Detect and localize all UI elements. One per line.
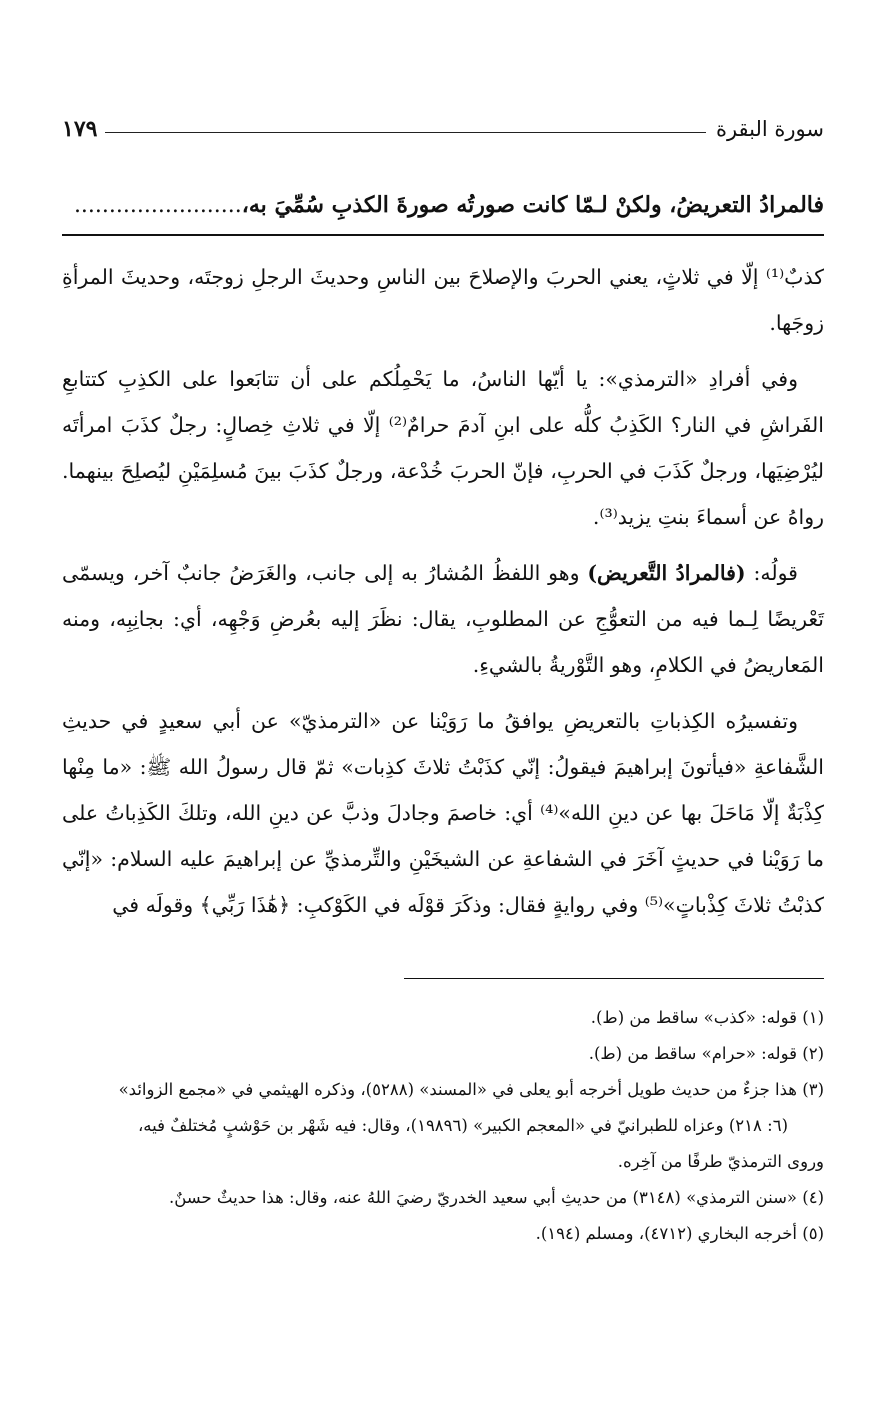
page-number: ١٧٩ <box>62 116 98 142</box>
footnote-3-continuation: (٦: ٢١٨) وعزاه للطبرانيّ في «المعجم الكبير» (١٩٨٩٦)، وقال: فيه شَهْر بن حَوْشبٍ مُختلفٌ فيه، <box>137 1116 788 1135</box>
paragraph-3-rest: وهو اللفظُ المُشارُ به إلى جانب، والغَرَضُ جانبٌ آخر، ويسمّى تَعْريضًا لِـما فيه من التعوُّجِ عن المطلوبِ، يقال: نظَرَ إليه بعُرضِ وَجْهِه، أي: بجانِبِه، ومنه المَعاريضُ في الكلامِ، وهو التَّوْريةُ بالشيءِ. <box>62 561 824 677</box>
quoted-matn-keyword: (فالمرادُ التَّعريض) <box>587 561 746 585</box>
footnotes <box>62 1000 824 1252</box>
footnote-5: (٥) أخرجه البخاري (٤٧١٢)، ومسلم (١٩٤). <box>535 1224 824 1243</box>
matn-dots: ........................ <box>73 193 242 218</box>
matn-text: فالمرادُ التعريضُ، ولكنْ لـمّا كانت صورتُه صورةَ الكذبِ سُمِّيَ به، <box>241 192 824 218</box>
footnote-4: (٤) «سنن الترمذي» (٣١٤٨) من حديثِ أبي سعيد الخدريّ رضيَ اللهُ عنه، وقال: هذا حديثٌ حسنٌ. <box>168 1188 824 1207</box>
running-header <box>62 112 824 146</box>
paragraph-1: كذبٌ⁽¹⁾ إلّا في ثلاثٍ، يعني الحربَ والإصلاحَ بين الناسِ وحديثَ الرجلِ زوجتَه، وحديثَ المرأةِ زوجَها. <box>62 265 824 335</box>
book-page <box>62 0 824 1406</box>
paragraph-2: وفي أفرادِ «الترمذي»: يا أيّها الناسُ، ما يَحْمِلُكم على أن تتابَعوا على الكذِبِ كتتابعِ الفَراشِ في النار؟ الكَذِبُ كلُّه على ابنِ آدمَ حرامٌ⁽²⁾ إلّا في ثلاثِ خِصالٍ: رجلٌ كذَبَ امرأتَه ليُرْضِيَها، ورجلٌ كَذَبَ في الحربِ، فإنّ الحربَ خُدْعة، ورجلٌ كذَبَ بينَ مُسلِمَيْنِ ليُصلِحَ بينهما. رواهُ عن أسماءَ بنتِ يزيد⁽³⁾. <box>62 367 824 529</box>
paragraph-3-lead: قولُه: <box>745 561 798 585</box>
header-rule <box>105 132 706 133</box>
surah-title: سورة البقرة <box>715 117 824 141</box>
matn-divider <box>62 234 824 236</box>
footnote-1: (١) قوله: «كذب» ساقط من (ط). <box>590 1008 824 1027</box>
footnote-3: (٣) هذا جزءٌ من حديث طويل أخرجه أبو يعلى في «المسند» (٥٢٨٨)، وذكره الهيثمي في «مجمع الزوائد» <box>118 1080 824 1099</box>
footnote-2: (٢) قوله: «حرام» ساقط من (ط). <box>588 1044 824 1063</box>
footnote-3-end: وروى الترمذيّ طرفًا من آخِره. <box>617 1152 824 1171</box>
paragraph-3 <box>62 550 824 688</box>
footnote-divider <box>404 978 824 979</box>
matn-line <box>62 188 824 223</box>
commentary-body <box>62 254 824 938</box>
paragraph-4: وتفسيرُه الكِذباتِ بالتعريضِ يوافقُ ما رَوَيْنا عن «الترمذيّ» عن أبي سعيدٍ في حديثِ الشَّفاعةِ «فيأتونَ إبراهيمَ فيقولُ: إنّي كذَبْتُ ثلاثَ كذِبات» ثمّ قال رسولُ الله ﷺ: «ما مِنْها كِذْبَةٌ إلّا مَاحَلَ بها عن دينِ الله»⁽⁴⁾ أي: خاصمَ وجادلَ وذبَّ عن دينِ الله، وتلكَ الكَذِباتُ على ما رَوَيْنا في حديثٍ آخَرَ في الشفاعةِ عن الشيخَيْنِ والتِّرمذيِّ عن إبراهيمَ عليه السلام: «إنّي كذبْتُ ثلاثَ كِذْباتٍ»⁽⁵⁾ وفي روايةٍ فقال: وذكَرَ قوْلَه في الكَوْكبِ: ﴿هَٰذَا رَبِّي﴾ وقولَه في <box>62 709 824 917</box>
